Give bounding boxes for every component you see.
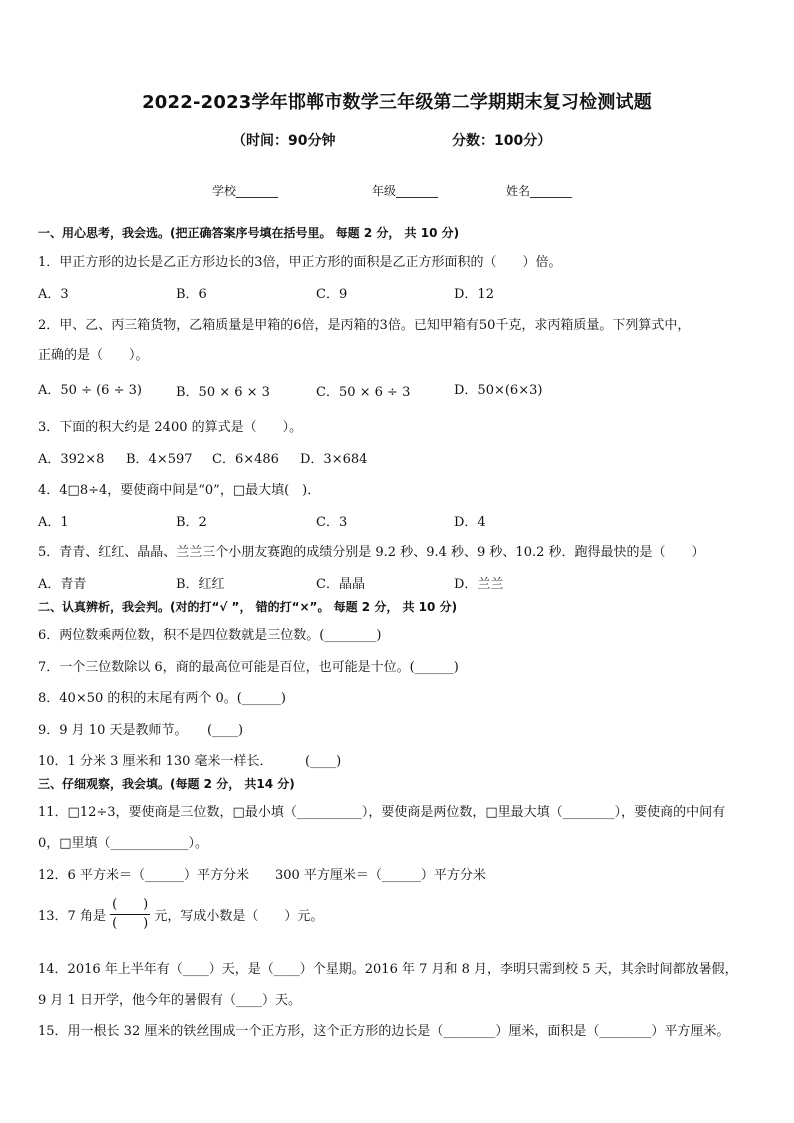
option-1c: C．9 [316,287,348,302]
option-1b: B．6 [176,287,207,302]
option-5b: B．红红 [176,577,225,592]
option-1d: D．12 [454,287,494,302]
option-2b: B．50 × 6 × 3 [176,385,270,400]
option-4b: B．2 [176,515,207,530]
question-4: 4．4□8÷4，要使商中间是“0”，□最大填( )． [38,483,321,498]
option-3c: C．6×486 [212,452,279,467]
question-8: 8．40×50 的积的末尾有两个 0。(______) [38,691,286,706]
option-4d: D．4 [454,515,486,530]
option-1a: A．3 [38,287,69,302]
school-field: 学校_______ [212,184,279,198]
option-5d: D．兰兰 [454,577,504,592]
section-heading-choice: 一、用心思考，我会选。(把正确答案序号填在括号里。 每题 2 分， 共 10 分) [38,226,460,240]
question-14-line1: 14．2016 年上半年有（____）天，是（____）个星期。2016 年 7 月和 8 月，李明只需到校 5 天，其余时间都放暑假， [38,962,738,977]
name-field: 姓名_______ [506,184,573,198]
question-2-line1: 2．甲、乙、丙三箱货物，乙箱质量是甲箱的6倍，是丙箱的3倍。已知甲箱有50千克，求丙箱质量。下列算式中， [38,318,691,333]
fraction-denominator: ( ) [112,916,149,931]
grade-field: 年级_______ [372,184,439,198]
question-13-prefix: 13．7 角是 [38,909,106,924]
question-11-line2: 0，□里填（____________）。 [38,836,209,851]
fraction-blank [110,896,150,933]
question-5: 5．青青、红红、晶晶、兰兰三个小朋友赛跑的成绩分别是 9.2 秒、9.4 秒、9 秒、10.2 秒．跑得最快的是（ ） [38,545,705,560]
question-10: 10．1 分米 3 厘米和 130 毫米一样长． (____) [38,754,342,769]
question-2-line2: 正确的是（ ）。 [38,348,149,363]
fraction-numerator: ( ) [110,896,150,915]
question-9: 9．9 月 10 天是教师节。 (____) [38,723,244,738]
option-3b: B．4×597 [126,452,193,467]
exam-title: 2022-2023学年邯郸市数学三年级第二学期期末复习检测试题 [142,92,652,113]
option-5c: C．晶晶 [316,577,365,592]
option-2d: D．50×(6×3) [454,383,543,398]
question-11-line1: 11．□12÷3，要使商是三位数，□最小填（__________），要使商是两位数，□里最大填（________），要使商的中间有 [38,805,726,820]
exam-time: （时间：90分钟 [232,133,336,149]
question-12: 12．6 平方米＝（______）平方分米 300 平方厘米＝（______）平方分米 [38,868,486,883]
question-6: 6．两位数乘两位数，积不是四位数就是三位数。(________) [38,628,382,643]
option-3a: A．392×8 [38,452,105,467]
section-heading-fill: 三、仔细观察，我会填。(每题 2 分， 共14 分) [38,777,295,791]
question-1: 1．甲正方形的边长是乙正方形边长的3倍，甲正方形的面积是乙正方形面积的（ ）倍。 [38,255,562,270]
section-heading-judge: 二、认真辨析，我会判。(对的打“√ ”， 错的打“×”。 每题 2 分， 共 10 分) [38,600,458,614]
option-4c: C．3 [316,515,348,530]
exam-score: 分数：100分） [452,133,552,149]
question-7: 7．一个三位数除以 6，商的最高位可能是百位，也可能是十位。(______) [38,660,459,675]
question-14-line2: 9 月 1 日开学，他今年的暑假有（____）天。 [38,993,301,1008]
option-4a: A．1 [38,515,69,530]
question-13-suffix: 元，写成小数是（ ）元。 [154,909,324,924]
option-5a: A．青青 [38,577,87,592]
question-3: 3．下面的积大约是 2400 的算式是（ ）。 [38,420,303,435]
question-13 [38,896,323,933]
question-15: 15．用一根长 32 厘米的铁丝围成一个正方形，这个正方形的边长是（________）厘米，面积是（________）平方厘米。 [38,1024,730,1039]
option-3d: D．3×684 [300,452,368,467]
option-2c: C．50 × 6 ÷ 3 [316,385,411,400]
option-2a: A．50 ÷ (6 ÷ 3) [38,383,142,398]
